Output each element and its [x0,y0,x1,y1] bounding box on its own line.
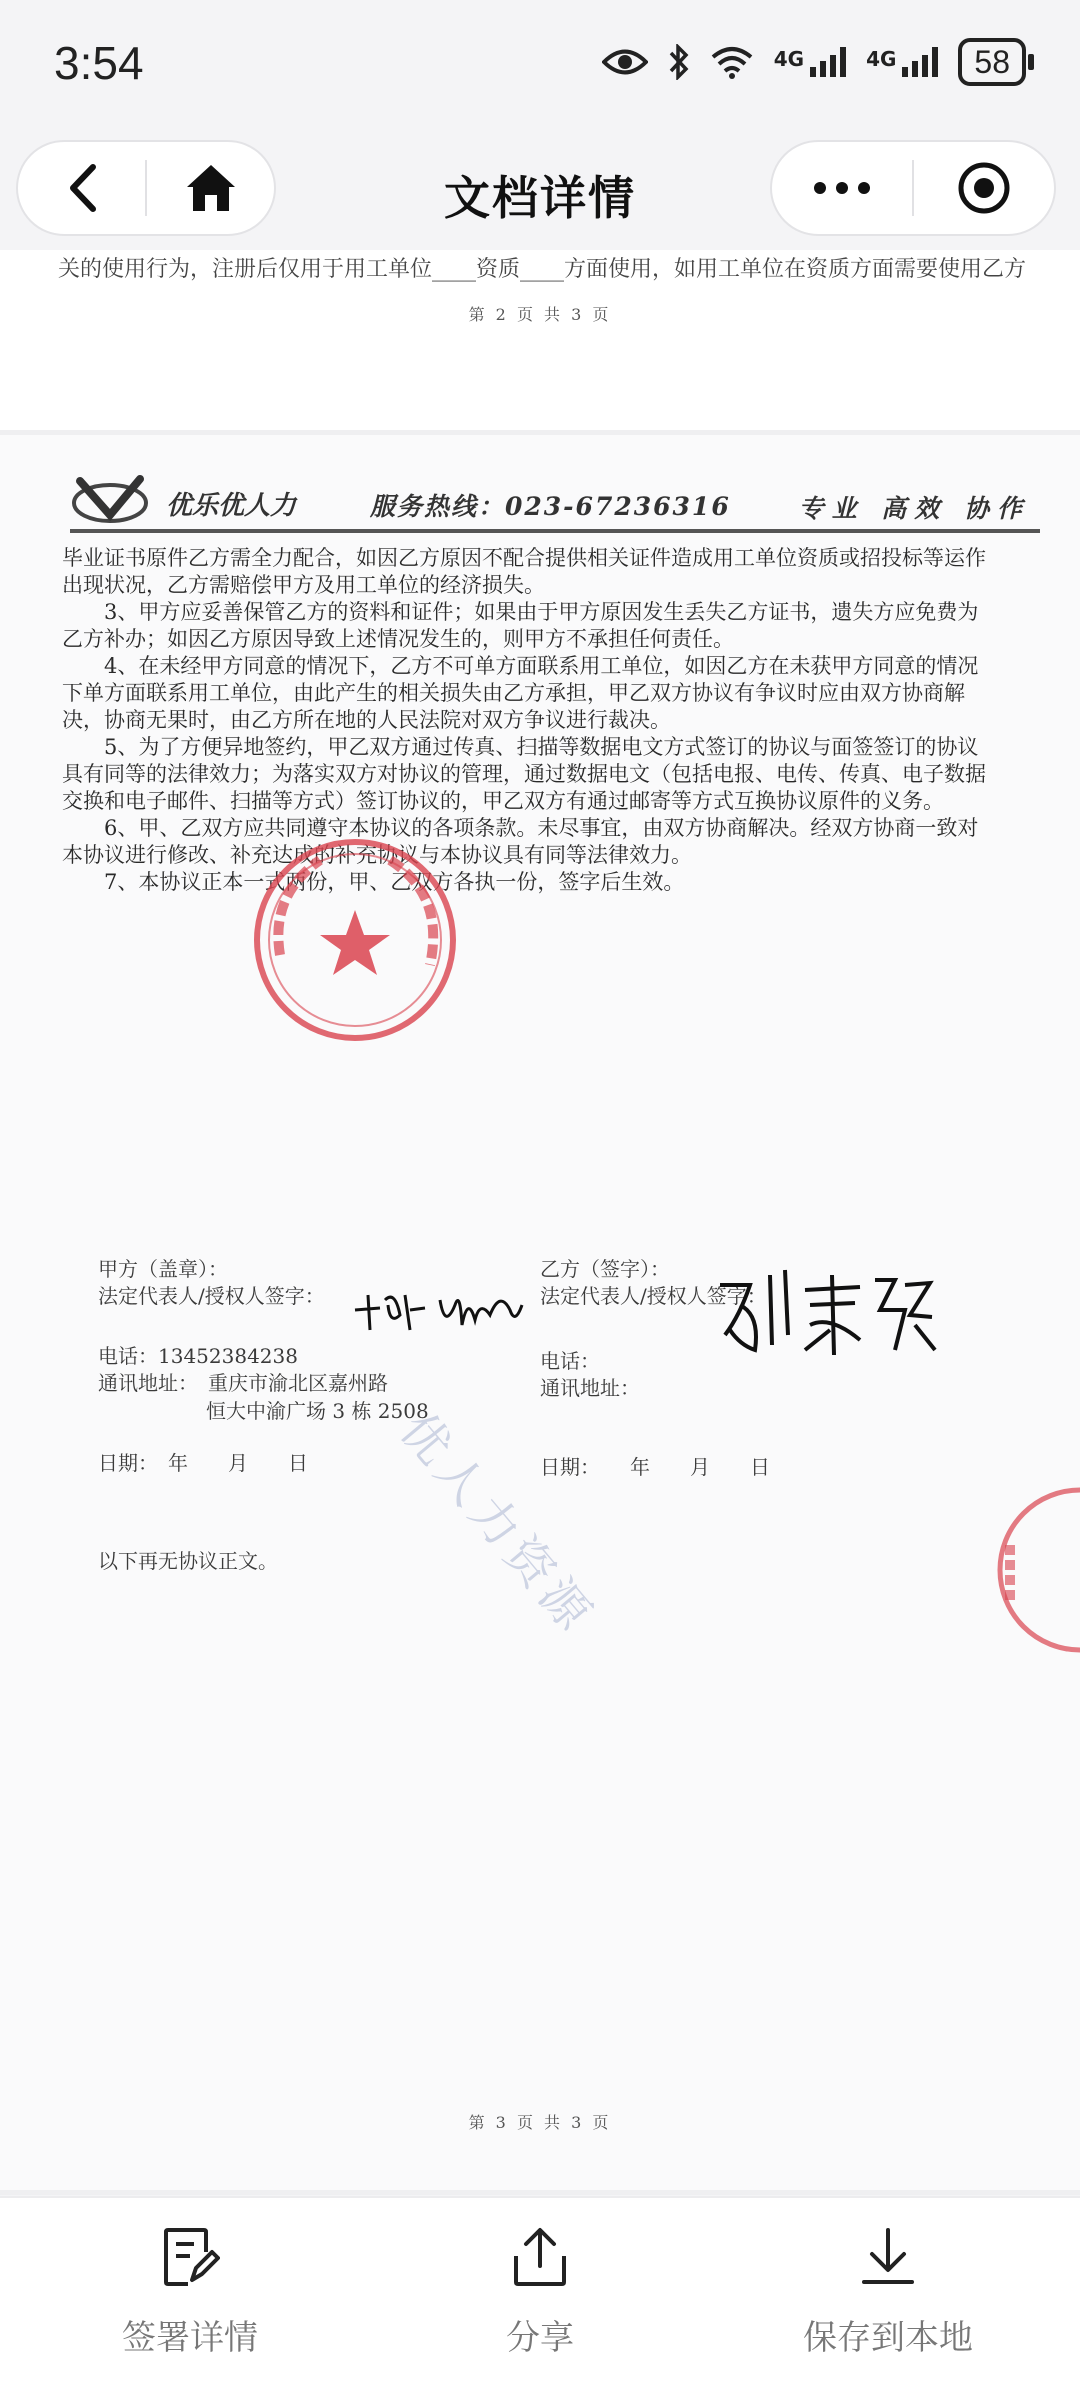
status-bar [0,0,1080,130]
bluetooth-icon [668,44,690,80]
party-b-date: 日期： 年 月 日 [540,1455,770,1479]
page2-footer: 第 2 页 共 3 页 [468,305,612,324]
share-label: 分享 [506,2318,574,2358]
share-icon [510,2226,570,2288]
more-dots-icon [812,181,872,195]
agreement-paragraph: 5、为了方便异地签约，甲乙双方通过传真、扫描等数据电文方式签订的协议与面签签订的协议具有同等的法律效力；为落实双方对协议的管理，通过数据电文（包括电报、电传、传真、电子数据交换和电子邮件、扫描等方式）签订协议的，甲乙双方有通过邮寄等方式互换协议原件的义务。 [62,735,986,813]
page3-footer: 第 3 页 共 3 页 [468,2113,612,2132]
page-title: 文档详情 [444,171,636,225]
party-b-title: 乙方（签字）： [540,1257,670,1281]
partial-seal-icon [990,1485,1080,1655]
document-viewer[interactable] [0,250,1080,2195]
party-a-address-1: 重庆市渝北区嘉州路 [208,1371,388,1395]
share-button[interactable] [390,2226,690,2359]
signal-4g-icon [774,47,846,77]
save-local-button[interactable] [738,2226,1038,2359]
status-icons [602,38,1026,86]
save-local-label: 保存到本地 [803,2318,973,2358]
battery-indicator: 58 [958,38,1026,86]
document-edit-icon [160,2226,220,2288]
wifi-icon [710,45,754,79]
party-b-phone: 电话： [540,1349,600,1373]
end-note: 以下再无协议正文。 [98,1549,278,1573]
document-page-3 [0,435,1080,2190]
nav-bar [0,130,1080,250]
sign-details-button[interactable] [40,2226,340,2359]
party-a-address-label: 通讯地址： [98,1371,198,1395]
party-a-phone: 电话：13452384238 [98,1344,298,1368]
status-time: 3:54 [54,37,144,89]
letterhead-brand: 优乐优人力 [166,491,297,521]
party-b-address-label: 通讯地址： [540,1376,640,1400]
party-a-address-2: 恒大中渝广场 3 栋 2508 [206,1399,429,1423]
document-page-2-bottom [0,250,1080,430]
page2-cut-line: 关的使用行为，注册后仅用于用工单位____资质____方面使用，如用工单位在资质方面需要使用乙方 [58,257,1027,282]
watermark-text: 优人力资源 [388,1402,606,1645]
network-tag: 4G [773,47,805,71]
nav-right-capsule [770,140,1056,236]
download-icon [858,2226,918,2288]
agreement-paragraph: 4、在未经甲方同意的情况下，乙方不可单方面联系用工单位，如因乙方在未获甲方同意的情况下单方面联系用工单位，由此产生的相关损失由乙方承担，甲乙双方协议有争议时应由双方协商解决，协商无果时，由乙方所在地的人民法院对双方争议进行裁决。 [62,654,979,732]
company-seal-icon [250,835,460,1045]
signal-4g-icon [866,47,938,77]
agreement-paragraph: 3、甲方应妥善保管乙方的资料和证件；如果由于甲方原因发生丢失乙方证书，遗失方应免费为乙方补办；如因乙方原因导致上述情况发生的，则甲方不承担任何责任。 [62,600,979,651]
party-b-handwritten-signature [710,1255,940,1365]
party-a-handwritten-signature [350,1270,530,1340]
agreement-paragraph: 毕业证书原件乙方需全力配合，如因乙方原因不配合提供相关证件造成用工单位资质或招投标等运作出现状况，乙方需赔偿甲方及用工单位的经济损失。 [62,546,986,597]
network-tag: 4G [866,47,897,71]
agreement-paragraph: 6、甲、乙双方应共同遵守本协议的各项条款。未尽事宜，由双方协商解决。经双方协商一致对本协议进行修改、补充达成的补充协议与本协议具有同等法律效力。 [62,816,979,867]
agreement-paragraph: 7、本协议正本一式两份，甲、乙双方各执一份，签字后生效。 [104,870,685,894]
close-miniprogram-button[interactable] [914,142,1054,234]
party-a-title: 甲方（盖章）： [98,1257,228,1281]
bottom-toolbar [0,2196,1080,2390]
signature-area [0,435,1080,2190]
party-a-rep: 法定代表人/授权人签字： [98,1284,325,1308]
eye-icon [602,47,648,77]
target-circle-icon [957,161,1011,215]
letterhead-slogan: 专业 高效 协作 [798,494,1030,523]
sign-details-label: 签署详情 [122,2318,258,2358]
letterhead-hotline: 服务热线：023-67236316 [370,492,731,521]
party-a-date: 日期： 年 月 日 [98,1451,308,1475]
more-button[interactable] [772,142,912,234]
party-b-rep: 法定代表人/授权人签字： [540,1284,767,1308]
